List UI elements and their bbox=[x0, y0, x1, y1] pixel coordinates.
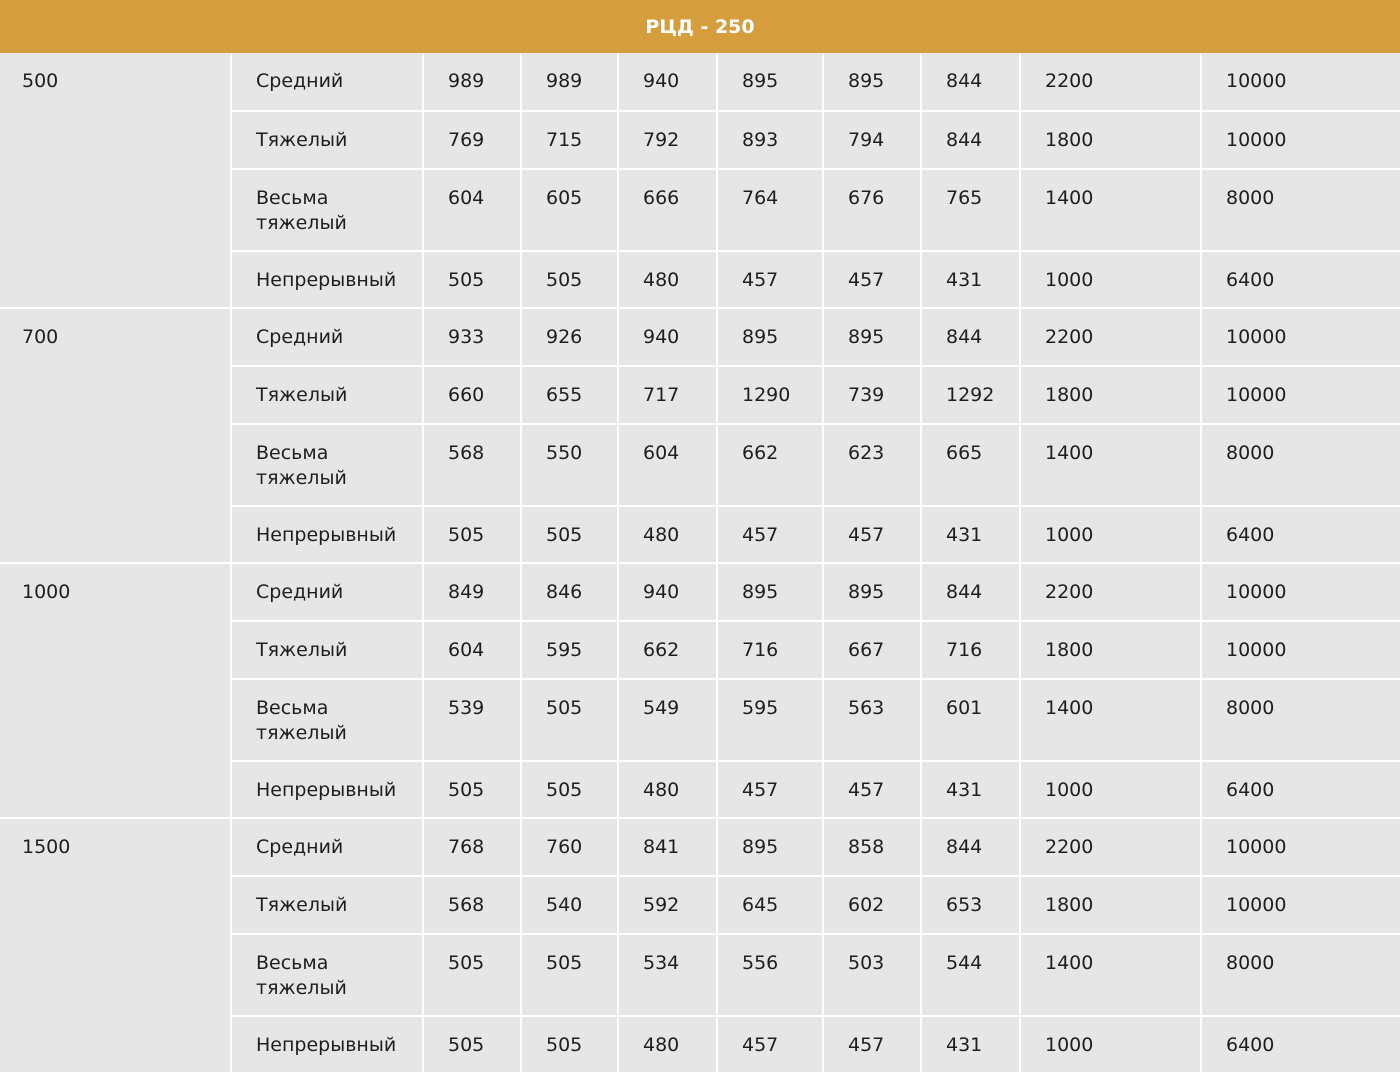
value-cell: 895 bbox=[717, 53, 823, 111]
value-cell: 1400 bbox=[1020, 934, 1201, 1016]
value-cell: 1292 bbox=[921, 366, 1020, 424]
value-cell: 604 bbox=[618, 424, 717, 506]
group-label-cell: 500 bbox=[0, 53, 231, 308]
value-cell: 539 bbox=[423, 679, 521, 761]
value-cell: 505 bbox=[521, 251, 618, 308]
value-cell: 844 bbox=[921, 111, 1020, 169]
value-cell: 2200 bbox=[1020, 818, 1201, 876]
mode-cell: Тяжелый bbox=[231, 366, 423, 424]
value-cell: 893 bbox=[717, 111, 823, 169]
group-label-cell: 1000 bbox=[0, 563, 231, 818]
value-cell: 716 bbox=[717, 621, 823, 679]
value-cell: 601 bbox=[921, 679, 1020, 761]
value-cell: 792 bbox=[618, 111, 717, 169]
value-cell: 8000 bbox=[1201, 679, 1400, 761]
value-cell: 10000 bbox=[1201, 563, 1400, 621]
value-cell: 844 bbox=[921, 563, 1020, 621]
mode-cell: Весьма тяжелый bbox=[231, 679, 423, 761]
table-row bbox=[0, 308, 1400, 366]
value-cell: 431 bbox=[921, 506, 1020, 563]
value-cell: 457 bbox=[823, 761, 921, 818]
value-cell: 989 bbox=[521, 53, 618, 111]
value-cell: 505 bbox=[521, 1016, 618, 1073]
value-cell: 662 bbox=[717, 424, 823, 506]
value-cell: 676 bbox=[823, 169, 921, 251]
value-cell: 8000 bbox=[1201, 934, 1400, 1016]
value-cell: 592 bbox=[618, 876, 717, 934]
value-cell: 505 bbox=[423, 251, 521, 308]
mode-cell: Средний bbox=[231, 563, 423, 621]
value-cell: 794 bbox=[823, 111, 921, 169]
value-cell: 431 bbox=[921, 251, 1020, 308]
value-cell: 1800 bbox=[1020, 621, 1201, 679]
value-cell: 602 bbox=[823, 876, 921, 934]
table-row bbox=[0, 563, 1400, 621]
value-cell: 550 bbox=[521, 424, 618, 506]
value-cell: 655 bbox=[521, 366, 618, 424]
value-cell: 1400 bbox=[1020, 169, 1201, 251]
value-cell: 844 bbox=[921, 308, 1020, 366]
value-cell: 717 bbox=[618, 366, 717, 424]
mode-cell: Весьма тяжелый bbox=[231, 934, 423, 1016]
value-cell: 940 bbox=[618, 308, 717, 366]
value-cell: 1290 bbox=[717, 366, 823, 424]
value-cell: 6400 bbox=[1201, 1016, 1400, 1073]
value-cell: 1000 bbox=[1020, 251, 1201, 308]
value-cell: 765 bbox=[921, 169, 1020, 251]
value-cell: 895 bbox=[823, 308, 921, 366]
group-label-cell: 700 bbox=[0, 308, 231, 563]
value-cell: 10000 bbox=[1201, 53, 1400, 111]
value-cell: 505 bbox=[521, 934, 618, 1016]
value-cell: 6400 bbox=[1201, 761, 1400, 818]
value-cell: 505 bbox=[521, 506, 618, 563]
value-cell: 739 bbox=[823, 366, 921, 424]
value-cell: 662 bbox=[618, 621, 717, 679]
mode-cell: Непрерывный bbox=[231, 251, 423, 308]
value-cell: 10000 bbox=[1201, 308, 1400, 366]
value-cell: 666 bbox=[618, 169, 717, 251]
value-cell: 1000 bbox=[1020, 1016, 1201, 1073]
value-cell: 660 bbox=[423, 366, 521, 424]
data-table bbox=[0, 53, 1400, 1074]
value-cell: 940 bbox=[618, 563, 717, 621]
table-title bbox=[0, 0, 1400, 53]
value-cell: 841 bbox=[618, 818, 717, 876]
value-cell: 8000 bbox=[1201, 424, 1400, 506]
value-cell: 769 bbox=[423, 111, 521, 169]
value-cell: 568 bbox=[423, 876, 521, 934]
value-cell: 480 bbox=[618, 1016, 717, 1073]
value-cell: 568 bbox=[423, 424, 521, 506]
mode-cell: Непрерывный bbox=[231, 506, 423, 563]
table-row bbox=[0, 53, 1400, 111]
value-cell: 6400 bbox=[1201, 251, 1400, 308]
value-cell: 604 bbox=[423, 169, 521, 251]
value-cell: 2200 bbox=[1020, 563, 1201, 621]
value-cell: 895 bbox=[717, 308, 823, 366]
value-cell: 760 bbox=[521, 818, 618, 876]
value-cell: 989 bbox=[423, 53, 521, 111]
value-cell: 431 bbox=[921, 1016, 1020, 1073]
mode-cell: Тяжелый bbox=[231, 876, 423, 934]
value-cell: 480 bbox=[618, 761, 717, 818]
mode-cell: Средний bbox=[231, 308, 423, 366]
value-cell: 431 bbox=[921, 761, 1020, 818]
value-cell: 10000 bbox=[1201, 876, 1400, 934]
table-body bbox=[0, 53, 1400, 1073]
mode-cell: Весьма тяжелый bbox=[231, 169, 423, 251]
value-cell: 480 bbox=[618, 506, 717, 563]
value-cell: 895 bbox=[717, 818, 823, 876]
value-cell: 1400 bbox=[1020, 424, 1201, 506]
mode-cell: Средний bbox=[231, 818, 423, 876]
value-cell: 505 bbox=[423, 934, 521, 1016]
value-cell: 505 bbox=[521, 761, 618, 818]
value-cell: 6400 bbox=[1201, 506, 1400, 563]
value-cell: 505 bbox=[423, 761, 521, 818]
value-cell: 858 bbox=[823, 818, 921, 876]
value-cell: 653 bbox=[921, 876, 1020, 934]
value-cell: 10000 bbox=[1201, 818, 1400, 876]
value-cell: 503 bbox=[823, 934, 921, 1016]
value-cell: 457 bbox=[823, 506, 921, 563]
value-cell: 844 bbox=[921, 818, 1020, 876]
value-cell: 505 bbox=[423, 1016, 521, 1073]
mode-cell: Средний bbox=[231, 53, 423, 111]
value-cell: 844 bbox=[921, 53, 1020, 111]
value-cell: 623 bbox=[823, 424, 921, 506]
value-cell: 457 bbox=[823, 1016, 921, 1073]
value-cell: 534 bbox=[618, 934, 717, 1016]
mode-cell: Непрерывный bbox=[231, 1016, 423, 1073]
mode-cell: Тяжелый bbox=[231, 621, 423, 679]
value-cell: 457 bbox=[717, 251, 823, 308]
value-cell: 1800 bbox=[1020, 876, 1201, 934]
value-cell: 1800 bbox=[1020, 111, 1201, 169]
value-cell: 544 bbox=[921, 934, 1020, 1016]
value-cell: 556 bbox=[717, 934, 823, 1016]
value-cell: 846 bbox=[521, 563, 618, 621]
value-cell: 605 bbox=[521, 169, 618, 251]
value-cell: 849 bbox=[423, 563, 521, 621]
value-cell: 457 bbox=[823, 251, 921, 308]
value-cell: 645 bbox=[717, 876, 823, 934]
value-cell: 1400 bbox=[1020, 679, 1201, 761]
value-cell: 8000 bbox=[1201, 169, 1400, 251]
value-cell: 604 bbox=[423, 621, 521, 679]
mode-cell: Непрерывный bbox=[231, 761, 423, 818]
value-cell: 895 bbox=[823, 563, 921, 621]
value-cell: 457 bbox=[717, 506, 823, 563]
value-cell: 10000 bbox=[1201, 366, 1400, 424]
value-cell: 715 bbox=[521, 111, 618, 169]
value-cell: 926 bbox=[521, 308, 618, 366]
value-cell: 764 bbox=[717, 169, 823, 251]
value-cell: 933 bbox=[423, 308, 521, 366]
group-label-cell: 1500 bbox=[0, 818, 231, 1073]
value-cell: 595 bbox=[521, 621, 618, 679]
value-cell: 2200 bbox=[1020, 53, 1201, 111]
value-cell: 505 bbox=[423, 506, 521, 563]
mode-cell: Тяжелый bbox=[231, 111, 423, 169]
value-cell: 480 bbox=[618, 251, 717, 308]
value-cell: 563 bbox=[823, 679, 921, 761]
value-cell: 10000 bbox=[1201, 621, 1400, 679]
value-cell: 457 bbox=[717, 761, 823, 818]
mode-cell: Весьма тяжелый bbox=[231, 424, 423, 506]
value-cell: 768 bbox=[423, 818, 521, 876]
value-cell: 595 bbox=[717, 679, 823, 761]
value-cell: 1000 bbox=[1020, 761, 1201, 818]
value-cell: 540 bbox=[521, 876, 618, 934]
value-cell: 667 bbox=[823, 621, 921, 679]
value-cell: 549 bbox=[618, 679, 717, 761]
value-cell: 1000 bbox=[1020, 506, 1201, 563]
value-cell: 716 bbox=[921, 621, 1020, 679]
value-cell: 895 bbox=[823, 53, 921, 111]
value-cell: 457 bbox=[717, 1016, 823, 1073]
value-cell: 1800 bbox=[1020, 366, 1201, 424]
value-cell: 2200 bbox=[1020, 308, 1201, 366]
value-cell: 895 bbox=[717, 563, 823, 621]
value-cell: 665 bbox=[921, 424, 1020, 506]
table-row bbox=[0, 818, 1400, 876]
value-cell: 10000 bbox=[1201, 111, 1400, 169]
table-title-text: РЦД - 250 bbox=[645, 15, 755, 38]
value-cell: 505 bbox=[521, 679, 618, 761]
value-cell: 940 bbox=[618, 53, 717, 111]
